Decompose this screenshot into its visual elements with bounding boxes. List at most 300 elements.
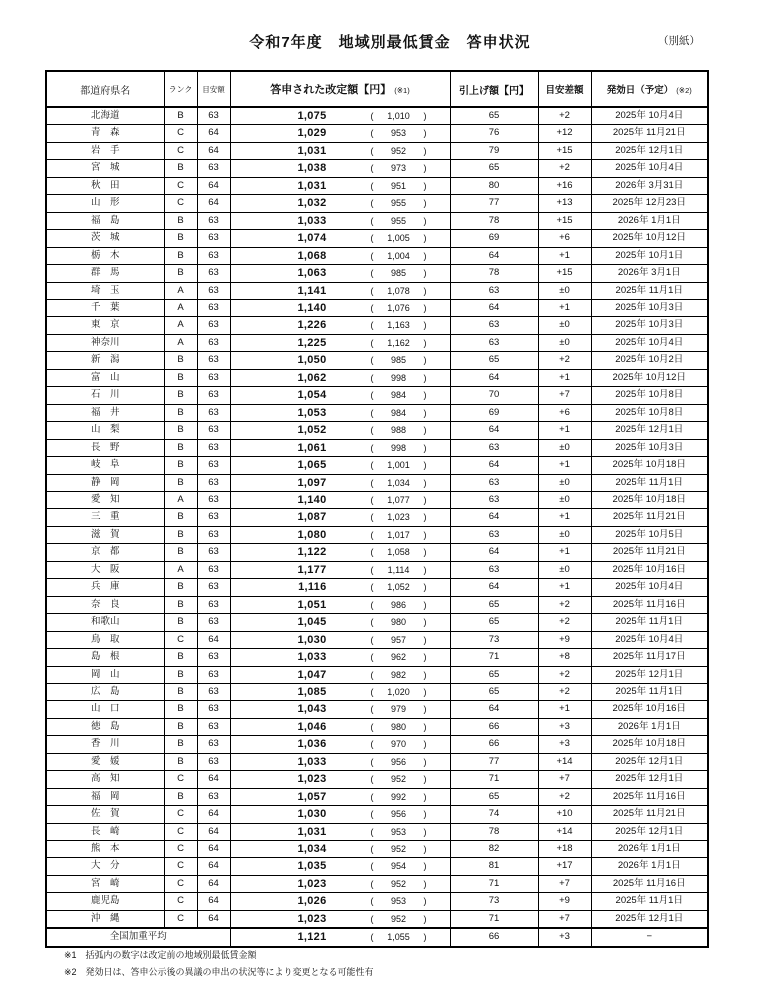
prefecture-name: 岡 山 [46, 666, 164, 683]
header-revised-note: (※1) [394, 86, 410, 95]
revised-amount: 1,051 [297, 598, 327, 611]
previous-amount-value: 986 [390, 599, 407, 610]
paren-open: ( [370, 721, 374, 732]
revised-amount: 1,043 [297, 703, 327, 716]
prefecture-name: 愛 媛 [46, 753, 164, 770]
table-row [46, 526, 708, 543]
previous-amount-value: 952 [390, 878, 407, 889]
table-row [46, 299, 708, 316]
previous-amount-value: 998 [390, 372, 407, 383]
rank-value: B [164, 439, 197, 456]
paren-close: ) [423, 233, 427, 244]
guide-amount-value: 63 [197, 369, 230, 386]
previous-amount-value: 1,077 [387, 494, 410, 505]
average-previous-amount [371, 929, 427, 945]
paren-open: ( [370, 337, 374, 348]
header-effective-date [591, 71, 708, 107]
previous-amount-value: 1,052 [387, 582, 410, 593]
rank-value: B [164, 526, 197, 543]
effective-date-value: 2025年 11月16日 [591, 875, 708, 892]
revised-amount-cell [230, 526, 450, 543]
revised-amount: 1,062 [297, 371, 327, 384]
paren-close: ) [423, 774, 427, 785]
raise-amount-value: 74 [450, 806, 538, 823]
guide-diff-value: +1 [538, 509, 591, 526]
revised-amount: 1,053 [297, 406, 327, 419]
footnotes [64, 947, 374, 980]
previous-amount-value: 957 [390, 634, 407, 645]
previous-amount [371, 195, 427, 211]
paren-open: ( [370, 756, 374, 767]
revised-amount-cell [230, 352, 450, 369]
guide-diff-value: +2 [538, 666, 591, 683]
guide-diff-value: +2 [538, 596, 591, 613]
prefecture-name: 栃 木 [46, 247, 164, 264]
table-row [46, 142, 708, 159]
rank-value: C [164, 841, 197, 858]
previous-amount [371, 527, 427, 543]
prefecture-name: 長 野 [46, 439, 164, 456]
paren-open: ( [370, 704, 374, 715]
revised-amount: 1,085 [297, 685, 327, 698]
previous-amount-value: 979 [390, 704, 407, 715]
revised-amount-cell [230, 474, 450, 491]
previous-amount-value: 955 [390, 215, 407, 226]
rank-value: C [164, 177, 197, 194]
guide-amount-value: 64 [197, 806, 230, 823]
revised-amount-cell [230, 683, 450, 700]
prefecture-name: 岩 手 [46, 142, 164, 159]
prefecture-name: 新 潟 [46, 352, 164, 369]
raise-amount-value: 71 [450, 910, 538, 928]
paren-close: ) [423, 564, 427, 575]
table-row [46, 247, 708, 264]
average-revised-amount: 1,121 [297, 931, 327, 944]
rank-value: A [164, 317, 197, 334]
revised-amount: 1,038 [297, 162, 327, 175]
paren-open: ( [370, 477, 374, 488]
previous-amount [371, 649, 427, 665]
guide-diff-value: ±0 [538, 561, 591, 578]
revised-amount: 1,140 [297, 301, 327, 314]
paren-open: ( [370, 686, 374, 697]
previous-amount [371, 858, 427, 874]
raise-amount-value: 78 [450, 823, 538, 840]
paren-close: ) [423, 547, 427, 558]
rank-value: B [164, 736, 197, 753]
paren-close: ) [423, 878, 427, 889]
table-row [46, 474, 708, 491]
paren-close: ) [423, 634, 427, 645]
previous-amount-value: 984 [390, 407, 407, 418]
raise-amount-value: 81 [450, 858, 538, 875]
previous-amount [371, 248, 427, 264]
table-row [46, 457, 708, 474]
previous-amount [371, 475, 427, 491]
effective-date-value: 2025年 11月21日 [591, 509, 708, 526]
guide-diff-value: ±0 [538, 282, 591, 299]
raise-amount-value: 66 [450, 736, 538, 753]
effective-date-value: 2025年 10月12日 [591, 369, 708, 386]
prefecture-name: 京 都 [46, 544, 164, 561]
prefecture-name: 秋 田 [46, 177, 164, 194]
prefecture-name: 石 川 [46, 387, 164, 404]
guide-diff-value: +13 [538, 195, 591, 212]
table-row [46, 544, 708, 561]
effective-date-value: 2025年 11月16日 [591, 596, 708, 613]
paren-open: ( [370, 878, 374, 889]
raise-amount-value: 64 [450, 457, 538, 474]
raise-amount-value: 63 [450, 439, 538, 456]
revised-amount: 1,068 [297, 249, 327, 262]
prefecture-name: 和歌山 [46, 614, 164, 631]
paren-close: ) [423, 163, 427, 174]
rank-value: B [164, 509, 197, 526]
previous-amount [371, 579, 427, 595]
previous-amount-value: 970 [390, 739, 407, 750]
prefecture-name: 滋 賀 [46, 526, 164, 543]
guide-amount-value: 63 [197, 579, 230, 596]
guide-diff-value: +2 [538, 107, 591, 125]
paren-open: ( [370, 791, 374, 802]
paren-close: ) [423, 337, 427, 348]
average-previous-value: 1,055 [387, 932, 410, 943]
effective-date-value: 2025年 11月1日 [591, 474, 708, 491]
guide-diff-value: +15 [538, 265, 591, 282]
guide-amount-value: 63 [197, 265, 230, 282]
revised-amount: 1,026 [297, 895, 327, 908]
paren-close: ) [423, 512, 427, 523]
header-revised-amount [230, 71, 450, 107]
previous-amount-value: 980 [390, 721, 407, 732]
paren-open: ( [370, 163, 374, 174]
guide-amount-value: 64 [197, 893, 230, 910]
revised-amount-cell [230, 806, 450, 823]
prefecture-name: 福 岡 [46, 788, 164, 805]
paren-close: ) [423, 809, 427, 820]
revised-amount-cell [230, 195, 450, 212]
effective-date-value: 2025年 12月1日 [591, 771, 708, 788]
revised-amount: 1,080 [297, 528, 327, 541]
revised-amount-cell [230, 823, 450, 840]
revised-amount-cell [230, 177, 450, 194]
revised-amount: 1,063 [297, 267, 327, 280]
guide-amount-value: 63 [197, 544, 230, 561]
guide-amount-value: 63 [197, 509, 230, 526]
table-row [46, 649, 708, 666]
rank-value: B [164, 160, 197, 177]
table-row [46, 875, 708, 892]
table-row [46, 683, 708, 700]
paren-open: ( [370, 128, 374, 139]
paren-open: ( [370, 932, 374, 943]
prefecture-name: 熊 本 [46, 841, 164, 858]
table-row [46, 614, 708, 631]
rank-value: B [164, 649, 197, 666]
rank-value: C [164, 142, 197, 159]
guide-amount-value: 63 [197, 422, 230, 439]
guide-amount-value: 64 [197, 823, 230, 840]
table-row [46, 177, 708, 194]
guide-amount-value: 63 [197, 526, 230, 543]
prefecture-name: 山 梨 [46, 422, 164, 439]
revised-amount-cell [230, 788, 450, 805]
paren-open: ( [370, 180, 374, 191]
previous-amount-value: 984 [390, 390, 407, 401]
guide-amount-value: 63 [197, 317, 230, 334]
raise-amount-value: 69 [450, 230, 538, 247]
table-row [46, 579, 708, 596]
effective-date-value: 2026年 1月1日 [591, 858, 708, 875]
revised-amount: 1,061 [297, 441, 327, 454]
paren-close: ) [423, 686, 427, 697]
previous-amount [371, 806, 427, 822]
table-row [46, 561, 708, 578]
previous-amount-value: 1,023 [387, 512, 410, 523]
footnote-1: ※1 括弧内の数字は改定前の地域別最低賃金額 [64, 950, 257, 960]
raise-amount-value: 64 [450, 247, 538, 264]
rank-value: B [164, 230, 197, 247]
previous-amount [371, 317, 427, 333]
effective-date-value: 2026年 1月1日 [591, 718, 708, 735]
table-row [46, 160, 708, 177]
effective-date-value: 2025年 11月1日 [591, 893, 708, 910]
rank-value: B [164, 718, 197, 735]
revised-amount-cell [230, 369, 450, 386]
guide-amount-value: 63 [197, 282, 230, 299]
paren-close: ) [423, 844, 427, 855]
guide-diff-value: +14 [538, 823, 591, 840]
guide-diff-value: +9 [538, 631, 591, 648]
guide-diff-value: +8 [538, 649, 591, 666]
revised-amount: 1,031 [297, 144, 327, 157]
revised-amount-cell [230, 736, 450, 753]
table-row [46, 910, 708, 928]
previous-amount [371, 754, 427, 770]
paren-open: ( [370, 145, 374, 156]
paren-close: ) [423, 390, 427, 401]
revised-amount: 1,226 [297, 319, 327, 332]
effective-date-value: 2025年 10月8日 [591, 387, 708, 404]
paren-close: ) [423, 425, 427, 436]
guide-diff-value: ±0 [538, 474, 591, 491]
rank-value: B [164, 107, 197, 125]
prefecture-name: 長 崎 [46, 823, 164, 840]
guide-diff-value: ±0 [538, 439, 591, 456]
raise-amount-value: 64 [450, 579, 538, 596]
previous-amount [371, 160, 427, 176]
guide-diff-value: ±0 [538, 526, 591, 543]
previous-amount-value: 1,004 [387, 250, 410, 261]
prefecture-name: 宮 崎 [46, 875, 164, 892]
previous-amount-value: 1,163 [387, 320, 410, 331]
previous-amount-value: 956 [390, 756, 407, 767]
paren-open: ( [370, 739, 374, 750]
raise-amount-value: 63 [450, 317, 538, 334]
rank-value: B [164, 474, 197, 491]
previous-amount-value: 992 [390, 791, 407, 802]
table-row [46, 701, 708, 718]
previous-amount [371, 684, 427, 700]
average-raise-amount: 66 [450, 928, 538, 946]
guide-diff-value: +17 [538, 858, 591, 875]
table-row [46, 317, 708, 334]
raise-amount-value: 65 [450, 683, 538, 700]
prefecture-name: 福 島 [46, 212, 164, 229]
prefecture-name: 山 口 [46, 701, 164, 718]
revised-amount: 1,029 [297, 127, 327, 140]
revised-amount-cell [230, 457, 450, 474]
previous-amount-value: 1,001 [387, 460, 410, 471]
paren-close: ) [423, 913, 427, 924]
attachment-label: （別紙） [658, 35, 700, 47]
rank-value: B [164, 753, 197, 770]
guide-amount-value: 63 [197, 299, 230, 316]
effective-date-value: 2025年 11月21日 [591, 125, 708, 142]
rank-value: C [164, 858, 197, 875]
paren-open: ( [370, 215, 374, 226]
revised-amount-cell [230, 107, 450, 125]
previous-amount [371, 213, 427, 229]
revised-amount: 1,074 [297, 232, 327, 245]
table-row [46, 404, 708, 421]
revised-amount-cell [230, 317, 450, 334]
guide-diff-value: +16 [538, 177, 591, 194]
guide-amount-value: 63 [197, 107, 230, 125]
guide-amount-value: 63 [197, 491, 230, 508]
revised-amount-cell [230, 282, 450, 299]
prefecture-name: 三 重 [46, 509, 164, 526]
guide-amount-value: 64 [197, 195, 230, 212]
previous-amount-value: 953 [390, 896, 407, 907]
previous-amount [371, 265, 427, 281]
table-row [46, 491, 708, 508]
revised-amount: 1,046 [297, 720, 327, 733]
prefecture-name: 徳 島 [46, 718, 164, 735]
revised-amount-cell [230, 875, 450, 892]
previous-amount-value: 952 [390, 774, 407, 785]
guide-amount-value: 63 [197, 160, 230, 177]
paren-close: ) [423, 861, 427, 872]
table-row [46, 107, 708, 125]
rank-value: B [164, 404, 197, 421]
raise-amount-value: 80 [450, 177, 538, 194]
paren-open: ( [370, 896, 374, 907]
previous-amount [371, 178, 427, 194]
prefecture-name: 埼 玉 [46, 282, 164, 299]
revised-amount: 1,023 [297, 912, 327, 925]
paren-close: ) [423, 407, 427, 418]
paren-close: ) [423, 320, 427, 331]
prefecture-name: 静 岡 [46, 474, 164, 491]
paren-close: ) [423, 529, 427, 540]
revised-amount: 1,052 [297, 424, 327, 437]
guide-diff-value: +6 [538, 404, 591, 421]
revised-amount: 1,034 [297, 843, 327, 856]
guide-amount-value: 63 [197, 718, 230, 735]
revised-amount: 1,225 [297, 336, 327, 349]
guide-diff-value: +3 [538, 736, 591, 753]
previous-amount-value: 982 [390, 669, 407, 680]
guide-diff-value: +10 [538, 806, 591, 823]
paren-close: ) [423, 896, 427, 907]
revised-amount-cell [230, 439, 450, 456]
guide-diff-value: +1 [538, 544, 591, 561]
previous-amount [371, 387, 427, 403]
table-row [46, 718, 708, 735]
effective-date-value: 2025年 11月17日 [591, 649, 708, 666]
rank-value: C [164, 631, 197, 648]
header-rank: ランク [164, 71, 197, 107]
guide-amount-value: 64 [197, 858, 230, 875]
raise-amount-value: 71 [450, 649, 538, 666]
revised-amount: 1,050 [297, 354, 327, 367]
table-header [46, 71, 708, 107]
revised-amount: 1,035 [297, 860, 327, 873]
prefecture-name: 鳥 取 [46, 631, 164, 648]
prefecture-name: 福 井 [46, 404, 164, 421]
previous-amount [371, 509, 427, 525]
previous-amount [371, 632, 427, 648]
rank-value: B [164, 369, 197, 386]
header-revised-label: 答申された改定額【円】 [270, 84, 392, 96]
revised-amount-cell [230, 125, 450, 142]
previous-amount-value: 1,010 [387, 111, 410, 121]
previous-amount-value: 954 [390, 861, 407, 872]
previous-amount [371, 911, 427, 927]
raise-amount-value: 65 [450, 352, 538, 369]
table-row [46, 282, 708, 299]
rank-value: B [164, 579, 197, 596]
paren-close: ) [423, 652, 427, 663]
previous-amount-value: 956 [390, 809, 407, 820]
guide-diff-value: +1 [538, 299, 591, 316]
table-row [46, 806, 708, 823]
table-row [46, 736, 708, 753]
raise-amount-value: 70 [450, 387, 538, 404]
previous-amount [371, 562, 427, 578]
average-effective-date: − [591, 928, 708, 946]
guide-amount-value: 64 [197, 910, 230, 928]
average-revised-cell [230, 928, 450, 946]
previous-amount-value: 962 [390, 652, 407, 663]
raise-amount-value: 79 [450, 142, 538, 159]
guide-diff-value: +1 [538, 247, 591, 264]
effective-date-value: 2025年 10月12日 [591, 230, 708, 247]
revised-amount: 1,033 [297, 214, 327, 227]
revised-amount-cell [230, 649, 450, 666]
table-row [46, 596, 708, 613]
raise-amount-value: 63 [450, 561, 538, 578]
paren-open: ( [370, 564, 374, 575]
guide-diff-value: +2 [538, 788, 591, 805]
guide-amount-value: 63 [197, 753, 230, 770]
paren-open: ( [370, 529, 374, 540]
paren-open: ( [370, 198, 374, 209]
guide-amount-value: 64 [197, 125, 230, 142]
rank-value: B [164, 457, 197, 474]
paren-close: ) [423, 198, 427, 209]
previous-amount-value: 998 [390, 442, 407, 453]
previous-amount-value: 953 [390, 128, 407, 139]
revised-amount-cell [230, 718, 450, 735]
guide-diff-value: +2 [538, 352, 591, 369]
paren-open: ( [370, 826, 374, 837]
paren-close: ) [423, 617, 427, 628]
rank-value: A [164, 561, 197, 578]
average-row [46, 928, 708, 946]
paren-close: ) [423, 826, 427, 837]
